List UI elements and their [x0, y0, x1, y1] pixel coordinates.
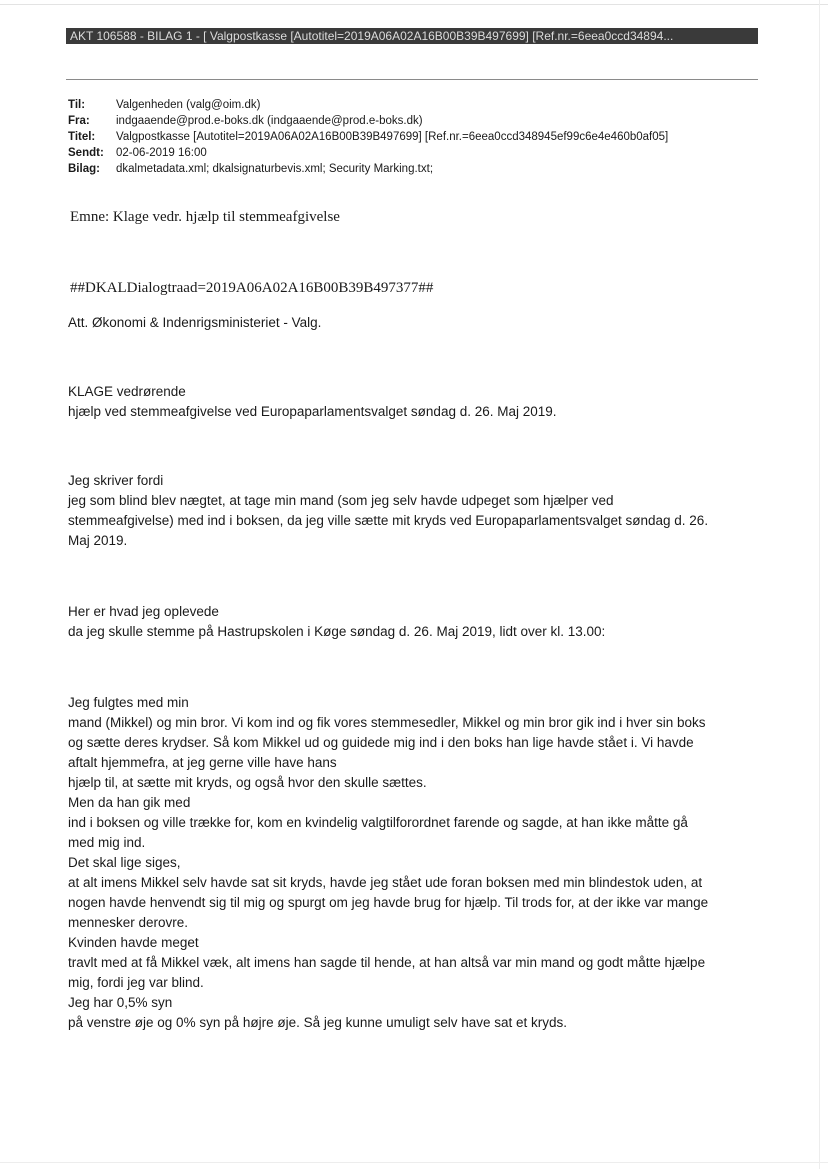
paragraph-skriver — [68, 471, 758, 551]
paragraph-line: mand (Mikkel) og min bror. Vi kom ind og fik vores stemmesedler, Mikkel og min bror gik ind i hver sin boks — [68, 715, 706, 730]
paragraph-oplevede — [68, 602, 758, 642]
email-headers — [68, 97, 668, 177]
paragraph-line: jeg som blind blev nægtet, at tage min mand (som jeg selv havde udpeget som hjælper ved — [68, 493, 614, 508]
paragraph-line: mennesker derovre. — [68, 915, 189, 930]
email-subject: Emne: Klage vedr. hjælp til stemmeafgivelse — [70, 209, 340, 225]
paragraph-line: på venstre øje og 0% syn på højre øje. Så jeg kunne umuligt selv have sat et kryds. — [68, 1015, 567, 1030]
attention-line — [68, 313, 758, 333]
header-value: 02-06-2019 16:00 — [116, 147, 207, 159]
paragraph-line: aftalt hjemmefra, at jeg gerne ville have hans — [68, 755, 337, 770]
paragraph-line: hjælp ved stemmeafgivelse ved Europaparlamentsvalget søndag d. 26. Maj 2019. — [68, 404, 557, 419]
header-label: Fra: — [68, 115, 90, 127]
header-value: Valgpostkasse [Autotitel=2019A06A02A16B00B39B497699] [Ref.nr.=6eea0ccd348945ef99c6e4e460b0af05] — [116, 131, 669, 143]
paragraph-line: Det skal lige siges, — [68, 855, 181, 870]
dialog-thread-id: ##DKALDialogtraad=2019A06A02A16B00B39B497377## — [70, 280, 434, 296]
document-banner: AKT 106588 - BILAG 1 - [ Valgpostkasse [Autotitel=2019A06A02A16B00B39B497699] [Ref.nr.=6eea0ccd34894... — [66, 28, 758, 44]
paragraph-line: nogen havde henvendt sig til mig og spurgt om jeg havde brug for hjælp. Til trods for, at der ikke var mange — [68, 895, 709, 910]
paragraph-line: mig, fordi jeg var blind. — [68, 975, 204, 990]
paragraph-line: da jeg skulle stemme på Hastrupskolen i Køge søndag d. 26. Maj 2019, lidt over kl. 13.00: — [68, 624, 606, 639]
scan-bottom-edge — [0, 1162, 828, 1163]
paragraph-line: travlt med at få Mikkel væk, alt imens han sagde til hende, at han altså var min mand og godt måtte hjælpe — [68, 955, 706, 970]
paragraph-line: Jeg skriver fordi — [68, 473, 164, 488]
scan-right-edge — [819, 0, 820, 1169]
header-row-sent — [68, 145, 668, 161]
paragraph-line: Jeg fulgtes med min — [68, 695, 189, 710]
paragraph-line: og sætte deres krydser. Så kom Mikkel ud og guidede mig ind i den boks han lige havde stået i. Vi havde — [68, 735, 694, 750]
header-row-to — [68, 97, 668, 113]
header-label: Til: — [68, 99, 86, 111]
header-row-attachments — [68, 161, 668, 177]
header-label: Titel: — [68, 131, 96, 143]
paragraph-line: hjælp til, at sætte mit kryds, og også hvor den skulle sættes. — [68, 775, 427, 790]
paragraph-line: stemmeafgivelse) med ind i boksen, da jeg ville sætte mit kryds ved Europaparlamentsvalget søndag d. 26. — [68, 513, 709, 528]
header-value: Valgenheden (valg@oim.dk) — [116, 99, 261, 111]
paragraph-klage — [68, 382, 758, 422]
header-divider — [66, 79, 758, 80]
header-label: Sendt: — [68, 147, 104, 159]
header-value: dkalmetadata.xml; dkalsignaturbevis.xml; Security Marking.txt; — [116, 163, 434, 175]
paragraph-line: Her er hvad jeg oplevede — [68, 604, 219, 619]
header-label: Bilag: — [68, 163, 100, 175]
scan-top-edge — [0, 4, 828, 5]
paragraph-line: Kvinden havde meget — [68, 935, 199, 950]
header-row-from — [68, 113, 668, 129]
paragraph-story — [68, 693, 758, 1033]
paragraph-line: med mig ind. — [68, 835, 146, 850]
paragraph-line: Maj 2019. — [68, 533, 128, 548]
paragraph-line: ind i boksen og ville trække for, kom en kvindelig valgtilforordnet farende og sagde, at han ikke måtte gå — [68, 815, 688, 830]
paragraph-line: KLAGE vedrørende — [68, 384, 186, 399]
paragraph-line: Att. Økonomi & Indenrigsministeriet - Valg. — [68, 315, 322, 330]
header-row-title — [68, 129, 668, 145]
paragraph-line: at alt imens Mikkel selv havde sat sit kryds, havde jeg stået ude foran boksen med min blindestok uden, at — [68, 875, 703, 890]
header-value: indgaaende@prod.e-boks.dk (indgaaende@prod.e-boks.dk) — [116, 115, 423, 127]
paragraph-line: Jeg har 0,5% syn — [68, 995, 173, 1010]
paragraph-line: Men da han gik med — [68, 795, 191, 810]
